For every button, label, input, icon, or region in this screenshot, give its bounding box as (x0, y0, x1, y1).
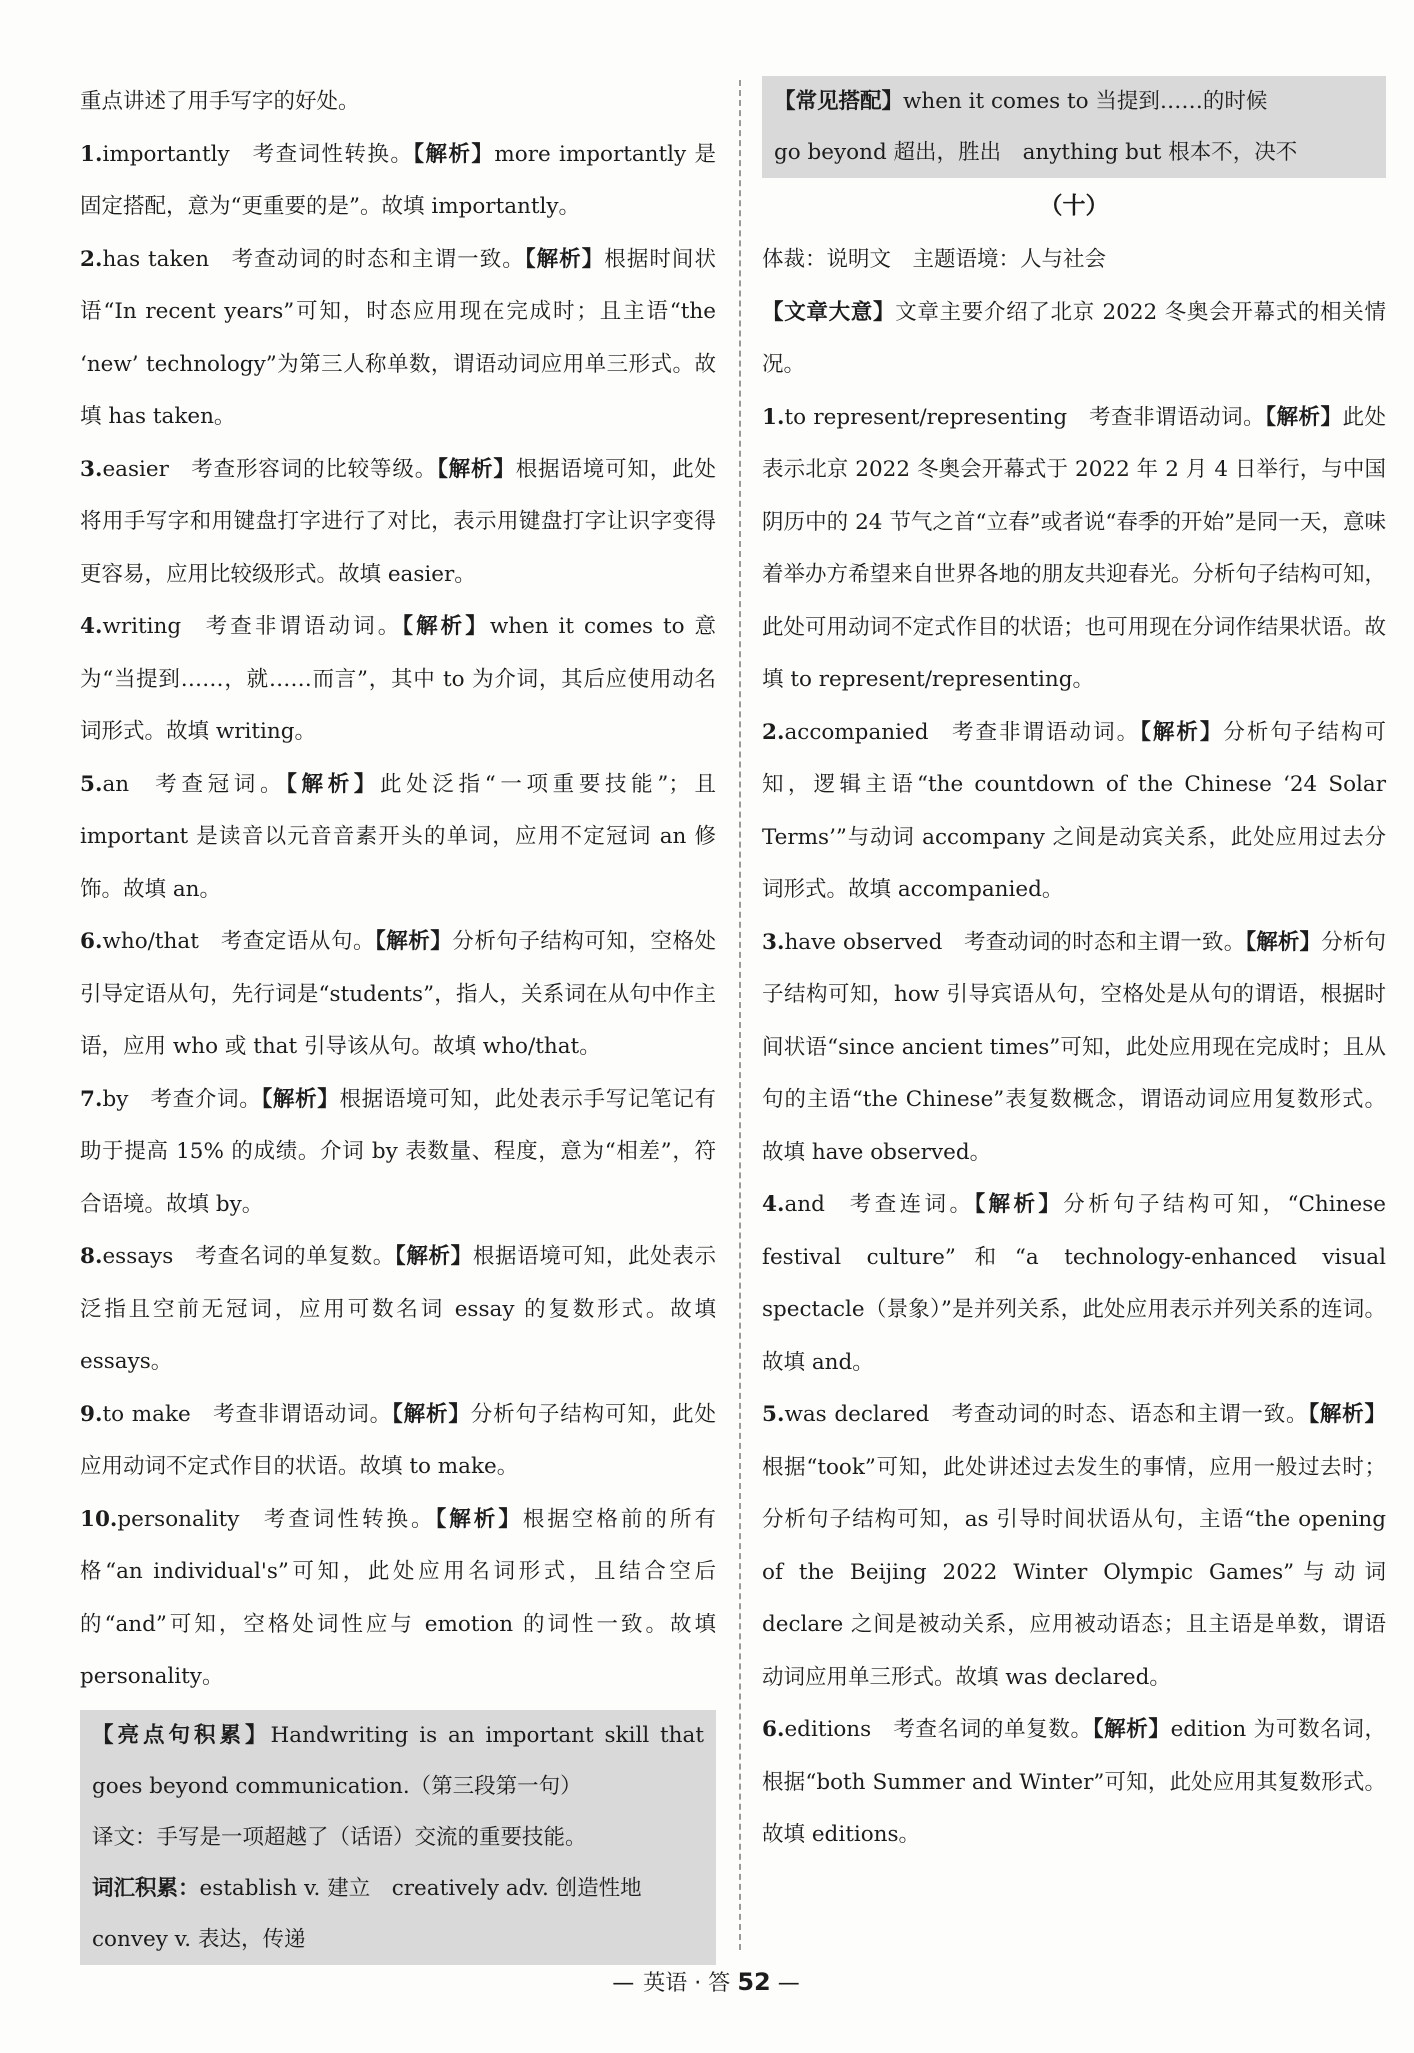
item-answer: personality (117, 1506, 240, 1532)
answer-item (80, 759, 716, 917)
item-number: 6. (762, 1717, 785, 1742)
item-answer: and (784, 1192, 825, 1217)
item-explanation: more importantly 是固定搭配，意为“更重要的是”。故填 importantly。 (80, 141, 716, 219)
item-number: 3. (80, 456, 103, 482)
phrases-box (762, 76, 1386, 178)
item-answer: editions (784, 1717, 872, 1742)
item-explanation: when it comes to 意为“当提到……，就……而言”，其中 to 为介词，其后应使用动名词形式。故填 writing。 (80, 614, 716, 744)
intro-text: 重点讲述了用手写字的好处。 (80, 89, 360, 114)
highlight-translation: 译文：手写是一项超越了（话语）交流的重要技能。 (92, 1824, 587, 1850)
right-answer-list (762, 392, 1386, 1862)
item-explanation: 分析句子结构可知，逻辑主语“the countdown of the Chinese ‘24 Solar Terms’”与动词 accompany 之间是动宾关系，此处应用过去分词形式。故填 accompanied。 (762, 719, 1386, 902)
item-explanation: 此处泛指“一项重要技能”；且 important 是读音以元音音素开头的单词，应用不定冠词 an 修饰。故填 an。 (80, 771, 716, 902)
vocab-line-2: convey v. 表达，传递 (92, 1926, 306, 1952)
analysis-tag: 【解析】 (392, 1401, 471, 1427)
footer-subject: 英语 (643, 1971, 688, 1996)
item-answer: essays (102, 1244, 174, 1269)
item-category: 考查非谓语动词。 (202, 614, 403, 639)
item-explanation: 根据语境可知，此处表示手写记笔记有助于提高 15% 的成绩。介词 by 表数量、程度，意为“相差”，符合语境。故填 by。 (80, 1086, 716, 1217)
right-column (762, 76, 1386, 1862)
analysis-tag: 【解析】 (1265, 404, 1343, 430)
item-category: 考查词性转换。 (251, 141, 414, 167)
answer-item (762, 917, 1386, 1180)
analysis-tag: 【解析】 (1308, 1402, 1386, 1427)
analysis-tag: 【解析】 (435, 1506, 523, 1532)
analysis-tag: 【解析】 (974, 1192, 1064, 1217)
item-category: 考查形容词的比较等级。 (190, 456, 438, 482)
item-answer: easier (102, 456, 169, 482)
summary: 【文章大意】文章主要介绍了北京 2022 冬奥会开幕式的相关情况。 (762, 299, 1386, 377)
highlight-sentence: 【亮点句积累】Handwriting is an important skill that goes beyond communication.（第三段第一句） (92, 1722, 704, 1799)
answer-item (762, 707, 1386, 917)
answer-item (80, 1231, 716, 1389)
item-number: 2. (762, 719, 785, 745)
vocab-line-1: 词汇积累：establish v. 建立 creatively adv. 创造性地 (92, 1875, 642, 1901)
column-divider (739, 80, 741, 1950)
item-category: 考查连词。 (846, 1192, 975, 1217)
item-category: 考查冠词。 (150, 771, 287, 797)
item-category: 考查非谓语动词。 (212, 1401, 393, 1427)
answer-item (762, 392, 1386, 707)
answer-item (80, 1494, 716, 1704)
item-explanation: 根据“took”可知，此处讲述过去发生的事情，应用一般过去时；分析句子结构可知，as 引导时间状语从句，主语“the opening of the Beijing 2022 Winter Olympic Games”与动词 declare 之间是被动关系，应用被动语态；且主语是单数，谓语动词应用单三形式。故填 was declared。 (762, 1454, 1386, 1690)
genre-line: 体裁：说明文 主题语境：人与社会 (762, 247, 1107, 272)
item-answer: to make (102, 1401, 191, 1427)
analysis-tag: 【解析】 (394, 1244, 473, 1269)
item-number: 2. (80, 246, 103, 272)
analysis-tag: 【解析】 (286, 771, 381, 797)
answer-item (762, 1704, 1386, 1862)
highlight-box (80, 1710, 716, 1965)
item-number: 9. (80, 1401, 103, 1427)
analysis-tag: 【解析】 (437, 456, 516, 482)
item-answer: was declared (784, 1402, 930, 1427)
item-explanation: 分析句子结构可知，此处应用动词不定式作目的状语。故填 to make。 (80, 1401, 716, 1479)
vocab-title: 词汇积累： (92, 1875, 200, 1901)
answer-item (80, 916, 716, 1074)
highlight-title: 【亮点句积累】 (92, 1722, 271, 1748)
item-explanation: 分析句子结构可知，空格处引导定语从句，先行词是“students”，指人，关系词在从句中作主语，应用 who 或 that 引导该从句。故填 who/that。 (80, 929, 716, 1059)
answer-item (762, 1179, 1386, 1389)
answer-item (80, 601, 716, 759)
analysis-tag: 【解析】 (524, 246, 605, 272)
item-explanation: 此处表示北京 2022 冬奥会开幕式于 2022 年 2 月 4 日举行，与中国阴历中的 24 节气之首“立春”或者说“春季的开始”是同一天，意味着举办方希望来自世界各地的朋友共迎春光。分析句子结构可知，此处可用动词不定式作目的状语；也可用现在分词作结果状语。故填 to represent/representing。 (762, 404, 1386, 692)
summary-tag: 【文章大意】 (762, 299, 896, 325)
item-explanation: 分析句子结构可知，how 引导宾语从句，空格处是从句的谓语，根据时间状语“since ancient times”可知，此处应用现在完成时；且从句的主语“the Chinese”表复数概念，谓语动词应用复数形式。故填 have observed。 (762, 929, 1386, 1165)
item-explanation: 根据语境可知，此处表示泛指且空前无冠词，应用可数名词 essay 的复数形式。故填 essays。 (80, 1244, 716, 1374)
phrases-title: 【常见搭配】 (774, 89, 904, 114)
item-number: 4. (80, 614, 103, 639)
analysis-tag: 【解析】 (261, 1086, 340, 1112)
answer-item (80, 1389, 716, 1494)
left-column (80, 76, 716, 1965)
item-number: 5. (762, 1402, 785, 1427)
phrases-line-2: go beyond 超出，胜出 anything but 根本不，决不 (774, 140, 1298, 165)
analysis-tag: 【解析】 (1092, 1717, 1171, 1742)
item-answer: an (102, 771, 130, 797)
item-category: 考查名词的单复数。 (194, 1244, 395, 1269)
item-explanation: 分析句子结构可知，“Chinese festival culture”和“a technology-enhanced visual spectacle（景象）”是并列关系，此处应用表示并列关系的连词。故填 and。 (762, 1192, 1386, 1375)
answer-item (762, 1389, 1386, 1704)
page-footer: — 英语 · 答 52 — (612, 1968, 802, 1996)
item-answer: who/that (102, 929, 199, 954)
item-category: 考查动词的时态和主谓一致。 (230, 246, 525, 272)
left-answer-list (80, 129, 716, 1704)
page-number: 52 (737, 1968, 771, 1996)
item-category: 考查名词的单复数。 (892, 1717, 1093, 1742)
analysis-tag: 【解析】 (402, 614, 490, 639)
footer-label: 答 (708, 1971, 731, 1996)
item-category: 考查动词的时态、语态和主谓一致。 (950, 1402, 1309, 1427)
item-category: 考查动词的时态和主谓一致。 (963, 929, 1246, 955)
item-explanation: 根据语境可知，此处将用手写字和用键盘打字进行了对比，表示用键盘打字让识字变得更容易，应用比较级形式。故填 easier。 (80, 456, 716, 587)
item-explanation: 根据时间状语“In recent years”可知，时态应用现在完成时；且主语“the ‘new’ technology”为第三人称单数，谓语动词应用单三形式。故填 has taken。 (80, 246, 716, 429)
item-category: 考查定语从句。 (220, 929, 375, 954)
item-number: 1. (80, 141, 103, 167)
phrases-line-1: 【常见搭配】when it comes to 当提到……的时候 (774, 89, 1268, 114)
item-answer: accompanied (784, 719, 929, 745)
item-answer: importantly (102, 141, 230, 167)
answer-item (80, 234, 716, 444)
section-title: （十） (1039, 192, 1109, 219)
analysis-tag: 【解析】 (1245, 929, 1322, 955)
item-category: 考查词性转换。 (260, 1506, 436, 1532)
item-answer: to represent/representing (784, 404, 1068, 430)
item-category: 考查介词。 (149, 1086, 262, 1112)
analysis-tag: 【解析】 (1140, 719, 1224, 745)
item-answer: has taken (102, 246, 210, 272)
item-category: 考查非谓语动词。 (1088, 404, 1266, 430)
analysis-tag: 【解析】 (374, 929, 453, 954)
item-answer: by (102, 1086, 129, 1112)
answer-item (80, 129, 716, 234)
item-answer: writing (102, 614, 182, 639)
item-number: 6. (80, 929, 103, 954)
answer-item (80, 444, 716, 602)
analysis-tag: 【解析】 (413, 141, 495, 167)
item-explanation: edition 为可数名词，根据“both Summer and Winter”可知，此处应用其复数形式。故填 editions。 (762, 1717, 1386, 1847)
item-number: 1. (762, 404, 785, 430)
answer-item (80, 1074, 716, 1232)
item-number: 7. (80, 1086, 103, 1112)
item-number: 3. (762, 929, 785, 955)
item-number: 5. (80, 771, 103, 797)
item-answer: have observed (784, 929, 943, 955)
item-number: 8. (80, 1244, 103, 1269)
item-number: 10. (80, 1506, 118, 1532)
item-category: 考查非谓语动词。 (949, 719, 1141, 745)
item-explanation: 根据空格前的所有格“an individual's”可知，此处应用名词形式，且结合空后的“and”可知，空格处词性应与 emotion 的词性一致。故填 personality。 (80, 1506, 716, 1689)
item-number: 4. (762, 1192, 785, 1217)
